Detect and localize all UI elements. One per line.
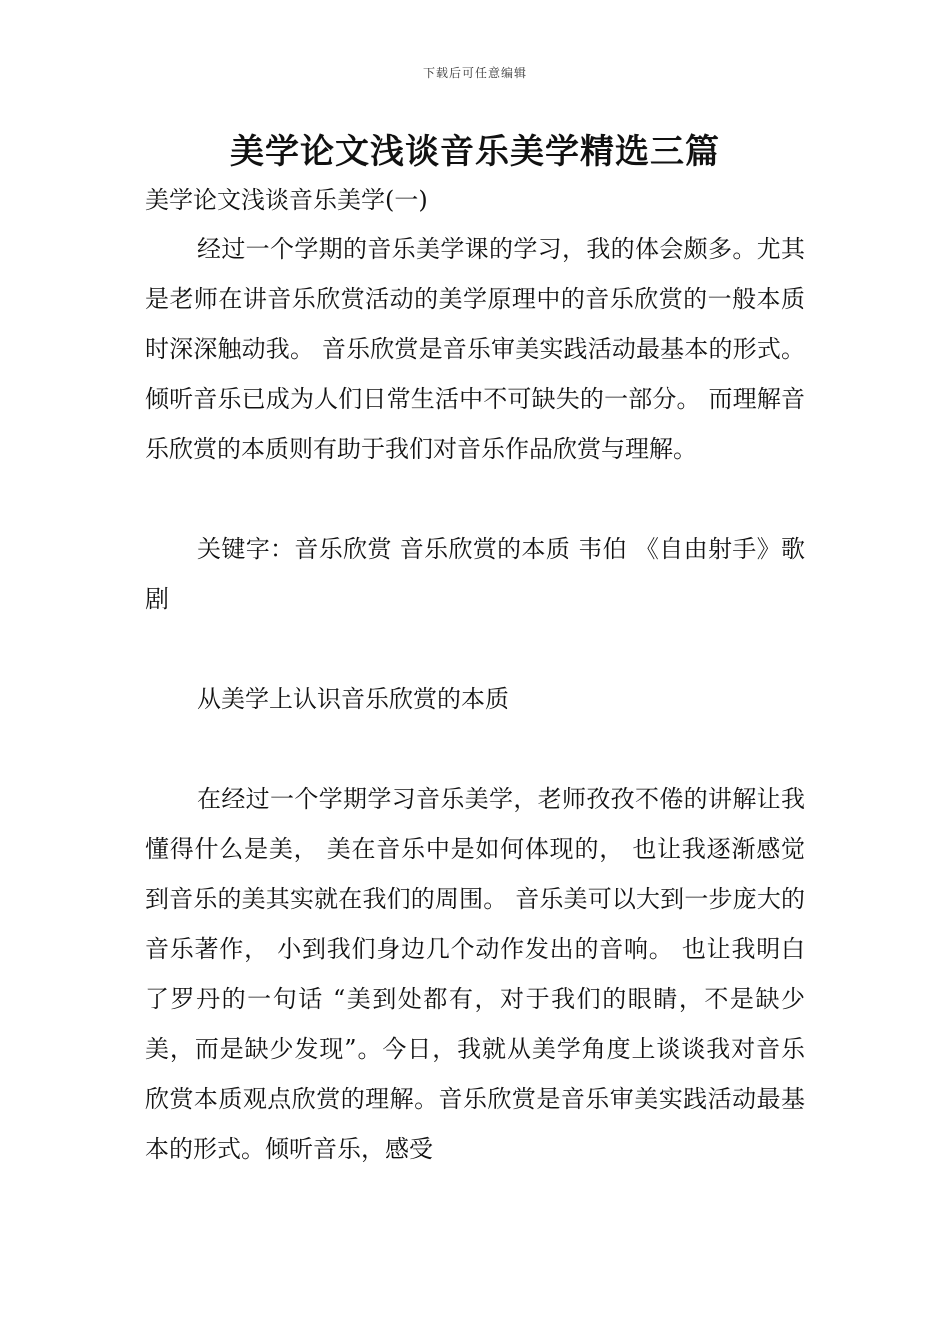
header-note: 下载后可任意编辑 [422,66,527,80]
paragraph-gap [145,724,805,774]
section-subtitle: 美学论文浅谈音乐美学(一) [145,186,428,214]
document-title: 美学论文浅谈音乐美学精选三篇 [230,132,720,172]
paragraph-gap [145,624,805,674]
keywords-paragraph: 关键字：音乐欣赏 音乐欣赏的本质 韦伯 《自由射手》歌剧 [145,535,805,613]
body-paragraph: 在经过一个学期学习音乐美学，老师孜孜不倦的讲解让我懂得什么是美， 美在音乐中是如何体现的， 也让我逐渐感觉到音乐的美其实就在我们的周围。 音乐美可以大到一步庞大的音乐著作， 小到我们身边几个动作发出的音响。 也让我明白了罗丹的一句话 “美到处都有，对于我们的眼睛，不是缺少美，而是缺少发现”。今日，我就从美学角度上谈谈我对音乐欣赏本质观点欣赏的理解。音乐欣赏是音乐审美实践活动最基本的形式。倾听音乐，感受 [145,785,805,1163]
document-body [145,180,805,1174]
section-heading: 从美学上认识音乐欣赏的本质 [197,685,509,713]
paragraph-gap [145,474,805,524]
intro-paragraph: 经过一个学期的音乐美学课的学习，我的体会颇多。尤其是老师在讲音乐欣赏活动的美学原理中的音乐欣赏的一般本质时深深触动我。 音乐欣赏是音乐审美实践活动最基本的形式。 倾听音乐已成为人们日常生活中不可缺失的一部分。 而理解音乐欣赏的本质则有助于我们对音乐作品欣赏与理解。 [145,235,805,463]
